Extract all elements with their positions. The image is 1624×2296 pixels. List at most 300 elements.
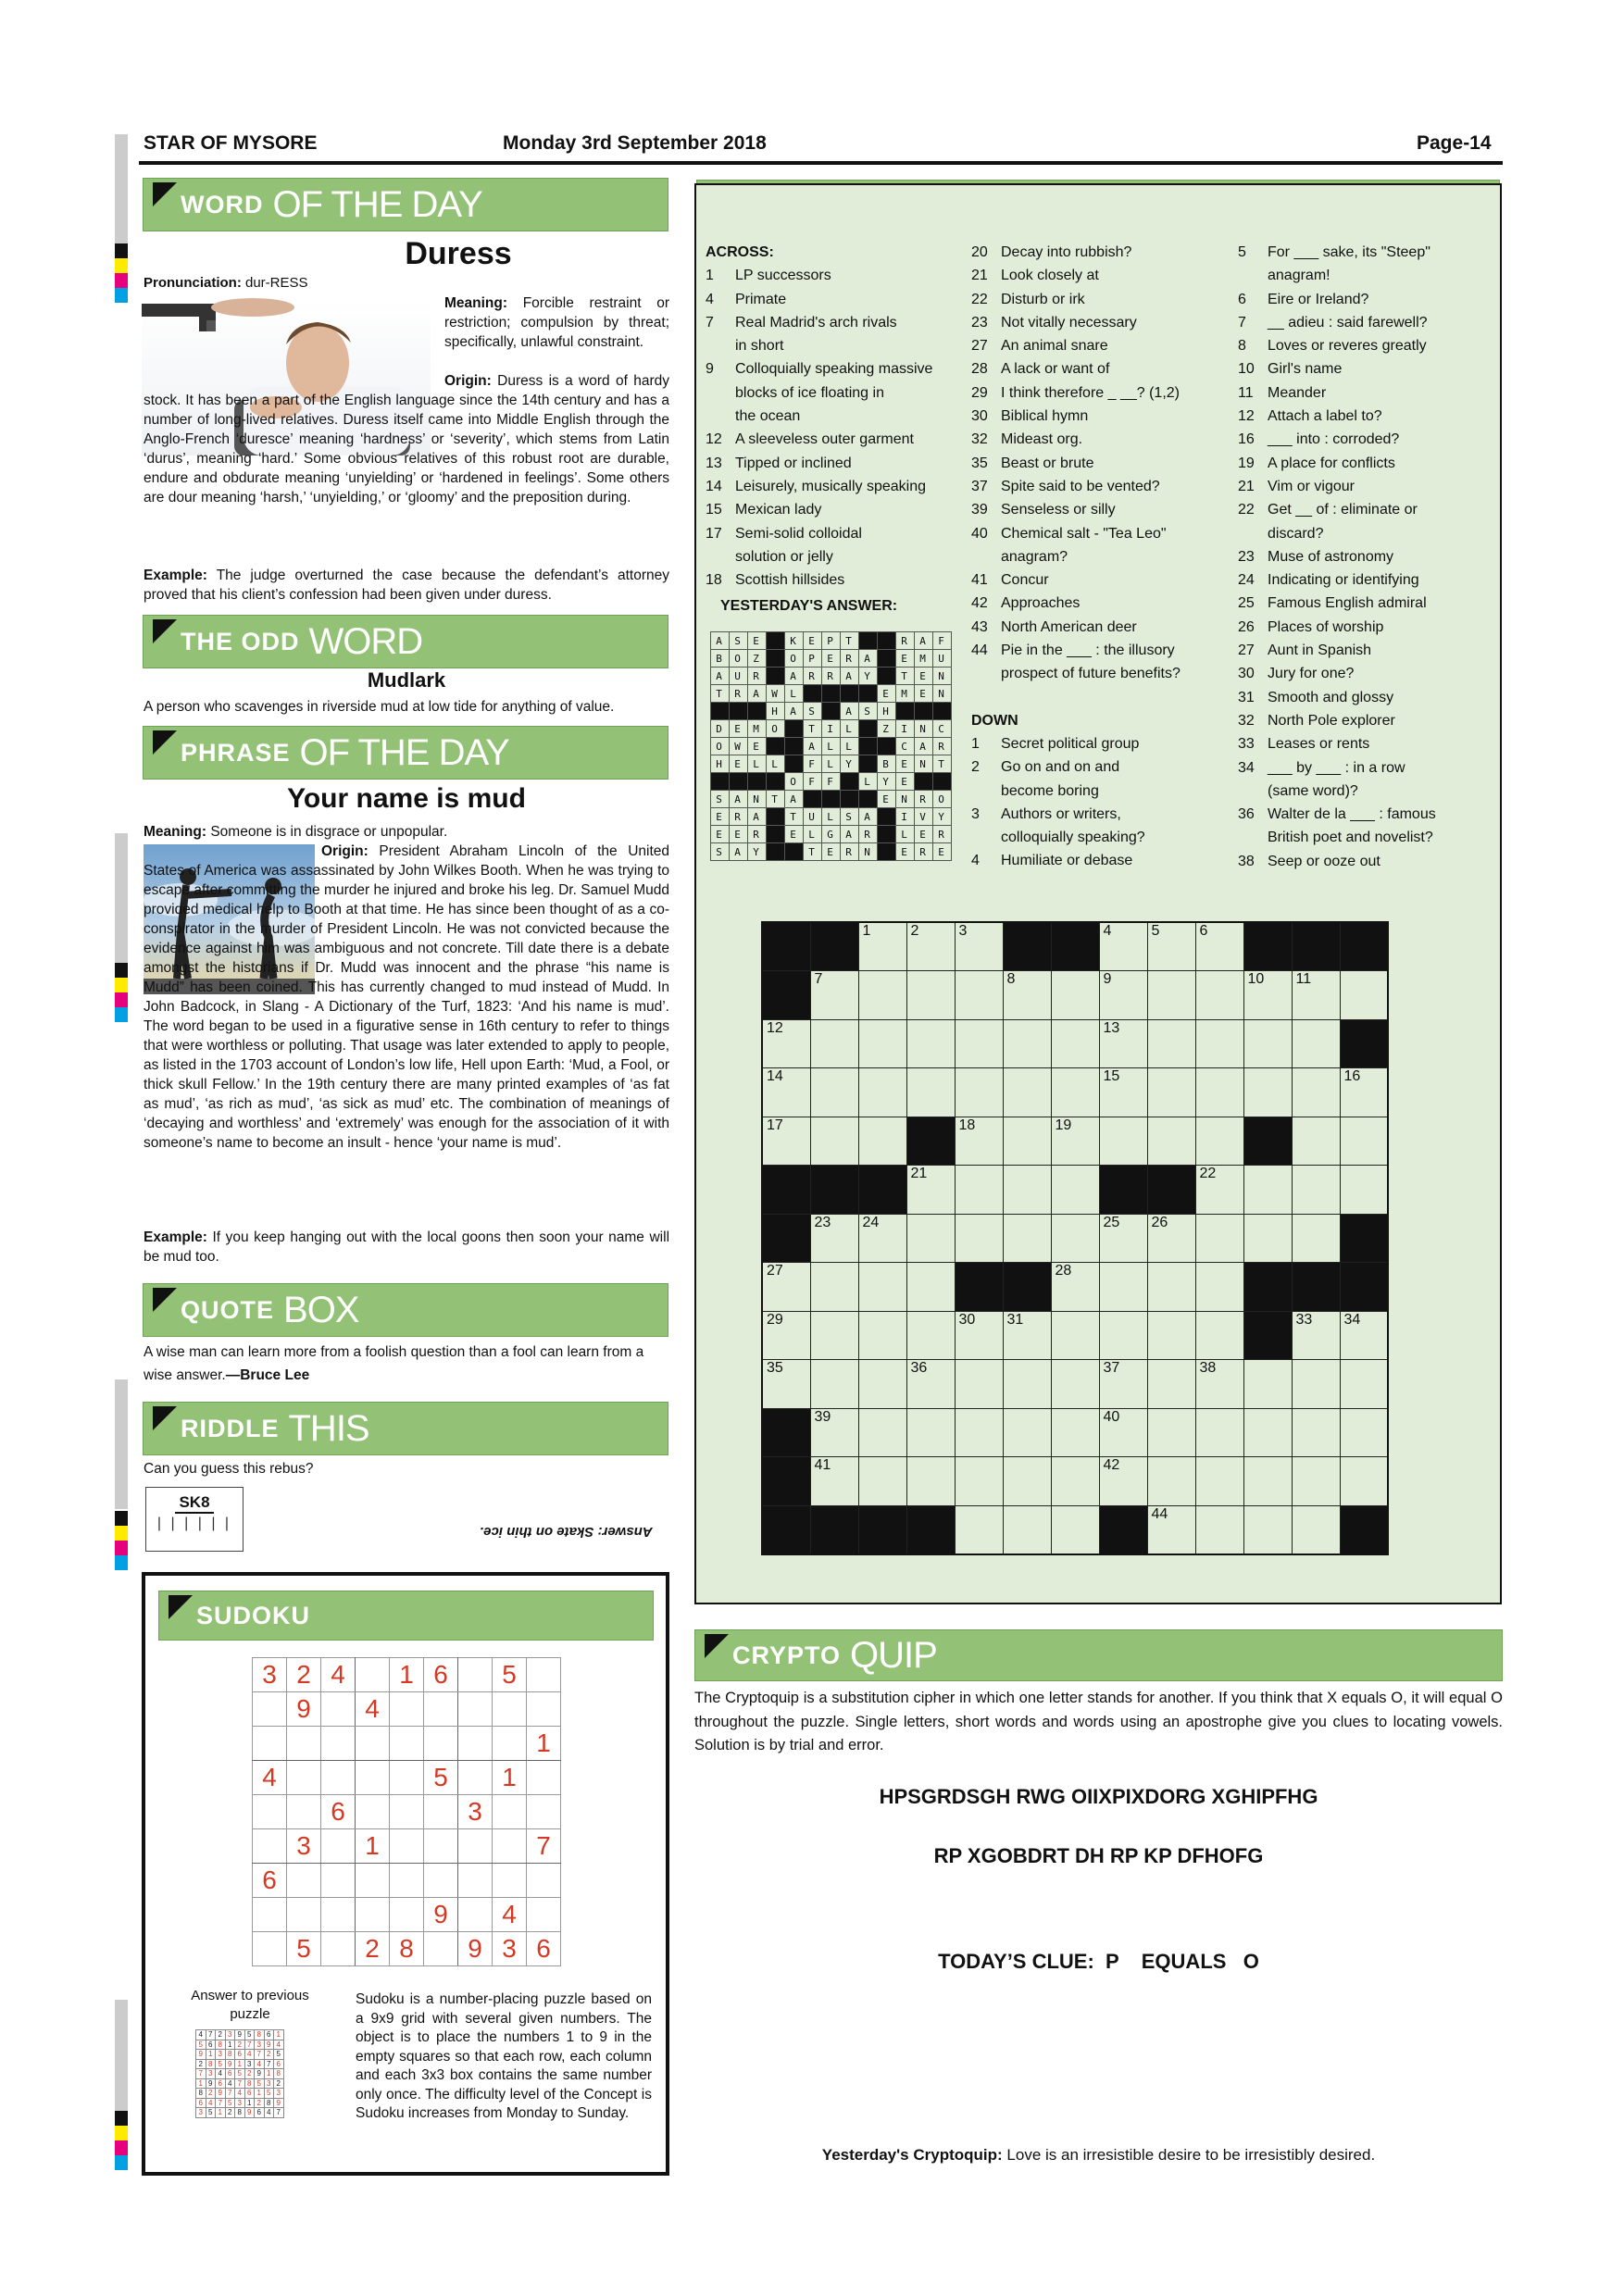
crossword-cell xyxy=(1099,1166,1147,1215)
crossword-cell[interactable] xyxy=(906,1068,955,1117)
answer-cell xyxy=(804,685,822,703)
crossword-cell[interactable] xyxy=(1003,1408,1051,1457)
crossword-cell[interactable] xyxy=(810,1068,858,1117)
crossword-cell[interactable] xyxy=(858,1360,906,1409)
answer-cell: G xyxy=(822,826,841,843)
crossword-cell[interactable] xyxy=(858,1117,906,1166)
crossword-cell[interactable]: 2 xyxy=(906,922,955,971)
crossword-cell[interactable] xyxy=(1051,1214,1099,1263)
clue: become boring xyxy=(1001,782,1099,799)
crossword-cell[interactable]: 41 xyxy=(810,1457,858,1506)
sudoku-cell[interactable]: 6 xyxy=(253,1864,287,1898)
sudoku-cell[interactable] xyxy=(356,1727,390,1761)
crossword-cell[interactable] xyxy=(1051,1457,1099,1506)
sudoku-cell[interactable]: 3 xyxy=(287,1829,321,1864)
crossword-cell[interactable]: 42 xyxy=(1099,1457,1147,1506)
clue: 29 I think therefore _ __? (1,2) xyxy=(971,384,1180,401)
sudoku-cell[interactable] xyxy=(253,1829,287,1864)
sudoku-cell[interactable] xyxy=(356,1761,390,1795)
crossword-cell[interactable]: 23 xyxy=(810,1214,858,1263)
sudoku-cell[interactable] xyxy=(390,1898,424,1932)
answer-cell xyxy=(822,791,841,808)
crossword-cell[interactable] xyxy=(1147,1408,1195,1457)
prev-sudoku-cell: 1 xyxy=(244,2098,255,2108)
prev-sudoku-cell: 2 xyxy=(274,2078,284,2089)
sudoku-cell[interactable] xyxy=(458,1898,493,1932)
crossword-cell[interactable] xyxy=(955,971,1003,1020)
crossword-cell[interactable] xyxy=(810,1117,858,1166)
crossword-cell[interactable] xyxy=(1195,1117,1243,1166)
prev-sudoku-cell: 6 xyxy=(255,2108,265,2118)
crossword-cell[interactable] xyxy=(906,1263,955,1312)
sudoku-cell[interactable] xyxy=(253,1795,287,1829)
answer-cell: F xyxy=(804,773,822,791)
answer-cell: R xyxy=(859,826,878,843)
crossword-cell[interactable] xyxy=(1051,1166,1099,1215)
answer-cell: T xyxy=(711,685,730,703)
crossword-cell[interactable]: 22 xyxy=(1195,1166,1243,1215)
sudoku-cell[interactable] xyxy=(424,1932,458,1966)
clue: 22 Disturb or irk xyxy=(971,291,1085,307)
crossword-cell[interactable] xyxy=(1003,1166,1051,1215)
sudoku-cell[interactable] xyxy=(458,1692,493,1727)
down-clues-col3 xyxy=(1238,241,1497,873)
crossword-cell[interactable] xyxy=(1003,1117,1051,1166)
crossword-cell[interactable] xyxy=(858,1068,906,1117)
sudoku-cell[interactable] xyxy=(253,1898,287,1932)
prev-sudoku-cell: 4 xyxy=(235,2089,245,2099)
sudoku-cell[interactable] xyxy=(390,1864,424,1898)
crossword-cell[interactable] xyxy=(1051,1360,1099,1409)
sudoku-cell[interactable] xyxy=(527,1761,561,1795)
clue: 12 A sleeveless outer garment xyxy=(706,431,914,448)
crossword-cell[interactable] xyxy=(858,971,906,1020)
crossword-cell[interactable] xyxy=(955,1408,1003,1457)
clue: 24 Indicating or identifying xyxy=(1238,572,1419,589)
crossword-cell[interactable] xyxy=(955,1166,1003,1215)
prev-sudoku-cell: 1 xyxy=(274,2030,284,2040)
crossword-cell[interactable] xyxy=(1195,1408,1243,1457)
crossword-cell xyxy=(1003,1263,1051,1312)
crossword-cell[interactable] xyxy=(858,1263,906,1312)
clue: 21 Vim or vigour xyxy=(1238,478,1355,494)
clue: 33 Leases or rents xyxy=(1238,736,1370,753)
riddle-answer: Answer: Skate on thin ice. xyxy=(480,1524,653,1540)
sudoku-cell[interactable] xyxy=(424,1829,458,1864)
crossword-cell[interactable] xyxy=(1243,1166,1292,1215)
crossword-cell[interactable] xyxy=(810,1019,858,1068)
crossword-cell[interactable] xyxy=(906,1311,955,1360)
crossword-cell[interactable] xyxy=(1195,971,1243,1020)
sudoku-cell[interactable]: 1 xyxy=(356,1829,390,1864)
crossword-cell[interactable] xyxy=(1292,1457,1340,1506)
crossword-cell[interactable]: 29 xyxy=(762,1311,810,1360)
crossword-cell[interactable] xyxy=(1147,1117,1195,1166)
sudoku-cell[interactable]: 5 xyxy=(493,1658,527,1692)
crossword-cell[interactable]: 27 xyxy=(762,1263,810,1312)
crossword-cell[interactable] xyxy=(858,1019,906,1068)
sudoku-cell[interactable] xyxy=(390,1829,424,1864)
answer-cell: H xyxy=(767,703,785,720)
crossword-cell[interactable] xyxy=(955,1068,1003,1117)
crossword-cell[interactable] xyxy=(1195,1457,1243,1506)
crossword-cell[interactable] xyxy=(955,1019,1003,1068)
crossword-cell[interactable]: 16 xyxy=(1340,1068,1388,1117)
sudoku-cell[interactable] xyxy=(356,1898,390,1932)
crossword-cell[interactable] xyxy=(1147,1019,1195,1068)
sudoku-cell[interactable]: 3 xyxy=(253,1658,287,1692)
sudoku-cell[interactable]: 1 xyxy=(527,1727,561,1761)
crossword-cell[interactable]: 6 xyxy=(1195,922,1243,971)
sudoku-cell[interactable] xyxy=(390,1761,424,1795)
crossword-cell[interactable] xyxy=(1292,1068,1340,1117)
answer-cell xyxy=(822,703,841,720)
answer-cell: T xyxy=(933,755,952,773)
crossword-cell[interactable] xyxy=(1195,1505,1243,1554)
crossword-cell[interactable] xyxy=(1243,1408,1292,1457)
sudoku-cell[interactable] xyxy=(527,1864,561,1898)
answer-cell: L xyxy=(767,755,785,773)
sudoku-grid xyxy=(252,1657,561,1966)
prev-sudoku-cell: 4 xyxy=(196,2030,206,2040)
answer-cell xyxy=(915,773,933,791)
clue: 37 Spite said to be vented? xyxy=(971,478,1160,494)
sudoku-cell[interactable] xyxy=(527,1658,561,1692)
sudoku-cell[interactable]: 4 xyxy=(253,1761,287,1795)
crossword-cell[interactable] xyxy=(1147,1360,1195,1409)
crossword-cell[interactable] xyxy=(1051,971,1099,1020)
crossword-cell[interactable] xyxy=(1292,1408,1340,1457)
sudoku-cell[interactable]: 4 xyxy=(493,1898,527,1932)
sudoku-cell[interactable] xyxy=(458,1864,493,1898)
crossword-cell[interactable] xyxy=(906,1019,955,1068)
sudoku-cell[interactable] xyxy=(527,1898,561,1932)
crossword-cell[interactable] xyxy=(906,1457,955,1506)
crossword-cell[interactable]: 19 xyxy=(1051,1117,1099,1166)
answer-cell: T xyxy=(896,668,915,685)
sudoku-cell[interactable] xyxy=(493,1692,527,1727)
crossword-cell[interactable] xyxy=(1292,1360,1340,1409)
crossword-cell[interactable]: 1 xyxy=(858,922,906,971)
crossword-cell[interactable]: 21 xyxy=(906,1166,955,1215)
sudoku-cell[interactable]: 9 xyxy=(424,1898,458,1932)
sudoku-cell[interactable] xyxy=(321,1761,356,1795)
sudoku-cell[interactable] xyxy=(356,1864,390,1898)
crossword-cell[interactable] xyxy=(1243,1457,1292,1506)
sudoku-cell[interactable] xyxy=(458,1761,493,1795)
prev-sudoku-cell: 6 xyxy=(206,2040,216,2050)
sudoku-cell[interactable] xyxy=(321,1829,356,1864)
crossword-cell[interactable]: 8 xyxy=(1003,971,1051,1020)
sudoku-cell[interactable] xyxy=(287,1761,321,1795)
prev-sudoku-cell: 2 xyxy=(235,2040,245,2050)
crossword-cell[interactable] xyxy=(1147,1311,1195,1360)
clue: 9 Colloquially speaking massive xyxy=(706,361,933,378)
crossword-cell[interactable]: 25 xyxy=(1099,1214,1147,1263)
answer-cell: S xyxy=(841,808,859,826)
answer-cell xyxy=(841,791,859,808)
answer-cell: M xyxy=(748,720,767,738)
clue: 1 LP successors xyxy=(706,268,831,284)
sudoku-cell[interactable]: 5 xyxy=(287,1932,321,1966)
crossword-cell[interactable] xyxy=(1051,1311,1099,1360)
crossword-cell xyxy=(810,922,858,971)
crossword-cell[interactable] xyxy=(1243,1019,1292,1068)
clue: 4 Humiliate or debase xyxy=(971,853,1133,869)
sudoku-cell[interactable] xyxy=(493,1829,527,1864)
sudoku-cell[interactable] xyxy=(321,1864,356,1898)
sudoku-cell[interactable] xyxy=(253,1692,287,1727)
answer-cell: I xyxy=(822,720,841,738)
sudoku-cell[interactable] xyxy=(356,1658,390,1692)
sudoku-cell[interactable]: 6 xyxy=(424,1658,458,1692)
crossword-cell[interactable] xyxy=(955,1214,1003,1263)
crossword-cell[interactable] xyxy=(1243,1214,1292,1263)
crossword-cell[interactable] xyxy=(1243,1068,1292,1117)
crossword-cell[interactable] xyxy=(1003,1457,1051,1506)
sudoku-cell[interactable] xyxy=(321,1692,356,1727)
crossword-cell[interactable] xyxy=(906,1214,955,1263)
prev-sudoku-cell: 9 xyxy=(255,2069,265,2079)
crossword-cell[interactable]: 38 xyxy=(1195,1360,1243,1409)
sudoku-cell[interactable]: 9 xyxy=(458,1932,493,1966)
prev-sudoku-cell: 6 xyxy=(235,2050,245,2060)
crossword-cell[interactable]: 40 xyxy=(1099,1408,1147,1457)
prev-sudoku-cell: 4 xyxy=(216,2069,226,2079)
answer-cell: E xyxy=(915,668,933,685)
answer-cell: W xyxy=(730,738,748,755)
crossword-cell[interactable] xyxy=(1051,1019,1099,1068)
crossword-cell[interactable] xyxy=(858,1457,906,1506)
clue: 41 Concur xyxy=(971,572,1049,589)
answer-cell: P xyxy=(822,632,841,650)
crossword-cell[interactable] xyxy=(1195,1019,1243,1068)
crossword-cell[interactable] xyxy=(810,1311,858,1360)
sudoku-cell[interactable] xyxy=(253,1727,287,1761)
crossword-cell[interactable]: 13 xyxy=(1099,1019,1147,1068)
sudoku-cell[interactable] xyxy=(527,1795,561,1829)
crossword-cell[interactable]: 12 xyxy=(762,1019,810,1068)
clue: (same word)? xyxy=(1268,782,1358,799)
registration-bar xyxy=(115,2000,128,2111)
clue: 8 Loves or reveres greatly xyxy=(1238,338,1427,355)
crossword-cell[interactable] xyxy=(1003,1505,1051,1554)
crossword-cell[interactable] xyxy=(810,1263,858,1312)
sudoku-cell[interactable]: 1 xyxy=(493,1761,527,1795)
sudoku-cell[interactable]: 3 xyxy=(458,1795,493,1829)
crossword-cell[interactable] xyxy=(955,1505,1003,1554)
sudoku-cell[interactable] xyxy=(253,1932,287,1966)
sudoku-cell[interactable] xyxy=(321,1727,356,1761)
crossword-cell[interactable] xyxy=(1340,1166,1388,1215)
crossword-cell[interactable] xyxy=(1003,1068,1051,1117)
crossword-cell[interactable] xyxy=(1292,1505,1340,1554)
crossword-cell[interactable]: 7 xyxy=(810,971,858,1020)
crossword-cell[interactable] xyxy=(955,1360,1003,1409)
crossword-cell[interactable] xyxy=(1003,1360,1051,1409)
sudoku-cell[interactable] xyxy=(287,1864,321,1898)
sudoku-cell[interactable] xyxy=(527,1692,561,1727)
answer-cell: E xyxy=(730,720,748,738)
sudoku-cell[interactable] xyxy=(356,1795,390,1829)
crossword-cell[interactable]: 10 xyxy=(1243,971,1292,1020)
sudoku-cell[interactable]: 8 xyxy=(390,1932,424,1966)
crossword-cell[interactable]: 15 xyxy=(1099,1068,1147,1117)
sudoku-cell[interactable] xyxy=(424,1692,458,1727)
sudoku-cell[interactable] xyxy=(287,1795,321,1829)
crossword-cell[interactable] xyxy=(1292,1214,1340,1263)
crossword-cell[interactable] xyxy=(1340,1117,1388,1166)
answer-cell: B xyxy=(878,755,896,773)
clue: 16 ___ into : corroded? xyxy=(1238,431,1400,448)
clue: 18 Scottish hillsides xyxy=(706,572,845,589)
crossword-cell[interactable]: 31 xyxy=(1003,1311,1051,1360)
crossword-cell[interactable] xyxy=(858,1311,906,1360)
crossword-cell[interactable] xyxy=(1340,1360,1388,1409)
clue: 23 Not vitally necessary xyxy=(971,314,1137,331)
sudoku-cell[interactable] xyxy=(390,1692,424,1727)
crossword-cell[interactable] xyxy=(810,1360,858,1409)
sudoku-cell[interactable]: 6 xyxy=(527,1932,561,1966)
crossword-cell[interactable] xyxy=(858,1408,906,1457)
crossword-cell[interactable] xyxy=(1243,1505,1292,1554)
crossword-cell[interactable]: 33 xyxy=(1292,1311,1340,1360)
crossword-cell xyxy=(762,971,810,1020)
sudoku-cell[interactable]: 2 xyxy=(356,1932,390,1966)
answer-cell: Z xyxy=(748,650,767,668)
crossword-cell[interactable] xyxy=(955,1457,1003,1506)
crossword-cell[interactable]: 11 xyxy=(1292,971,1340,1020)
crossword-cell[interactable] xyxy=(1195,1214,1243,1263)
prev-sudoku-cell: 2 xyxy=(255,2098,265,2108)
crossword-cell[interactable] xyxy=(906,1408,955,1457)
word-of-day-origin: Origin: Duress is a word of hardy stock. It has been a part of the English language since the 14th century and has a number of long-lived relatives. Duress itself came into Middle English through the Anglo-French ‘duresce’ meaning ‘hardness’ or ‘severity’, which stems from Latin ‘durus’, meaning ‘hard.’ Some obvious relatives of this robust root are durable, endure and obdurate meaning ‘unyielding’ or ‘hardened in feelings’. Some others are dour meaning ‘harsh,’ ‘unyielding,’ or ‘gloomy’ and the preposition during. xyxy=(144,373,669,505)
sudoku-cell[interactable]: 7 xyxy=(527,1829,561,1864)
crossword-cell[interactable]: 26 xyxy=(1147,1214,1195,1263)
cryptoquip-yesterday: Yesterday's Cryptoquip: Love is an irresistible desire to be irresistibly desired. xyxy=(821,2146,1376,2164)
crossword-cell[interactable] xyxy=(1099,1263,1147,1312)
crossword-cell[interactable] xyxy=(1340,1408,1388,1457)
sudoku-cell[interactable] xyxy=(390,1727,424,1761)
crossword-cell[interactable]: 4 xyxy=(1099,922,1147,971)
sudoku-cell[interactable] xyxy=(287,1727,321,1761)
answer-cell xyxy=(767,808,785,826)
sudoku-cell[interactable]: 1 xyxy=(390,1658,424,1692)
sudoku-cell[interactable] xyxy=(458,1829,493,1864)
crossword-cell[interactable] xyxy=(1003,1214,1051,1263)
crossword-cell[interactable]: 35 xyxy=(762,1360,810,1409)
sudoku-cell[interactable] xyxy=(424,1864,458,1898)
answer-cell xyxy=(767,650,785,668)
sudoku-cell[interactable] xyxy=(390,1795,424,1829)
crossword-cell[interactable]: 9 xyxy=(1099,971,1147,1020)
crossword-cell[interactable]: 34 xyxy=(1340,1311,1388,1360)
crossword-cell[interactable]: 30 xyxy=(955,1311,1003,1360)
paper-name: STAR OF MYSORE xyxy=(144,132,318,154)
answer-cell: C xyxy=(933,720,952,738)
crossword-cell[interactable]: 44 xyxy=(1147,1505,1195,1554)
crossword-cell[interactable] xyxy=(1051,1068,1099,1117)
crossword-cell[interactable]: 28 xyxy=(1051,1263,1099,1312)
sudoku-cell[interactable] xyxy=(424,1727,458,1761)
prev-sudoku-cell: 7 xyxy=(216,2098,226,2108)
crossword-cell[interactable] xyxy=(1147,1263,1195,1312)
sudoku-cell[interactable] xyxy=(493,1795,527,1829)
clue: 12 Attach a label to? xyxy=(1238,408,1382,425)
crossword-cell[interactable] xyxy=(1292,1166,1340,1215)
crossword-cell[interactable]: 24 xyxy=(858,1214,906,1263)
crossword-cell[interactable] xyxy=(1340,971,1388,1020)
crossword-cell xyxy=(906,1117,955,1166)
sudoku-cell[interactable] xyxy=(424,1795,458,1829)
sudoku-cell[interactable]: 9 xyxy=(287,1692,321,1727)
clue: prospect of future benefits? xyxy=(1001,666,1181,682)
prev-sudoku-cell: 6 xyxy=(225,2069,235,2079)
crossword-cell[interactable] xyxy=(1292,1117,1340,1166)
crossword-cell[interactable]: 18 xyxy=(955,1117,1003,1166)
crossword-cell[interactable] xyxy=(1292,1019,1340,1068)
sudoku-cell[interactable] xyxy=(493,1727,527,1761)
sudoku-cell[interactable]: 4 xyxy=(356,1692,390,1727)
crossword-cell xyxy=(810,1166,858,1215)
crossword-cell[interactable]: 36 xyxy=(906,1360,955,1409)
crossword-cell[interactable] xyxy=(1051,1408,1099,1457)
crossword-cell xyxy=(1243,1117,1292,1166)
sudoku-cell[interactable] xyxy=(493,1864,527,1898)
sudoku-cell[interactable]: 4 xyxy=(321,1658,356,1692)
sudoku-cell[interactable]: 6 xyxy=(321,1795,356,1829)
crossword-cell[interactable]: 39 xyxy=(810,1408,858,1457)
sudoku-cell[interactable] xyxy=(458,1727,493,1761)
crossword-cell[interactable] xyxy=(1099,1311,1147,1360)
clue: solution or jelly xyxy=(735,548,833,565)
crossword-cell[interactable] xyxy=(1147,1068,1195,1117)
crossword-cell[interactable] xyxy=(1003,1019,1051,1068)
crossword-cell[interactable] xyxy=(1195,1068,1243,1117)
sudoku-cell[interactable] xyxy=(287,1898,321,1932)
crossword-cell xyxy=(1051,922,1099,971)
crossword-cell[interactable]: 14 xyxy=(762,1068,810,1117)
answer-cell: A xyxy=(915,632,933,650)
clue: 1 Secret political group xyxy=(971,735,1140,752)
crossword-cell xyxy=(1340,1263,1388,1312)
crossword-cell[interactable] xyxy=(1147,971,1195,1020)
prev-sudoku-cell: 7 xyxy=(274,2108,284,2118)
sudoku-cell[interactable]: 2 xyxy=(287,1658,321,1692)
prev-sudoku-cell: 5 xyxy=(206,2108,216,2118)
sudoku-cell[interactable] xyxy=(321,1898,356,1932)
crossword-cell[interactable]: 37 xyxy=(1099,1360,1147,1409)
sudoku-cell[interactable] xyxy=(321,1932,356,1966)
sudoku-cell[interactable] xyxy=(458,1658,493,1692)
crossword-cell[interactable] xyxy=(1147,1457,1195,1506)
sudoku-cell[interactable]: 3 xyxy=(493,1932,527,1966)
crossword-cell[interactable]: 17 xyxy=(762,1117,810,1166)
crossword-cell[interactable] xyxy=(1243,1360,1292,1409)
crossword-cell[interactable] xyxy=(1051,1505,1099,1554)
clue: blocks of ice floating in xyxy=(735,384,884,401)
crossword-cell[interactable] xyxy=(1195,1311,1243,1360)
crossword-cell[interactable] xyxy=(906,971,955,1020)
crossword-cell[interactable]: 5 xyxy=(1147,922,1195,971)
answer-cell: R xyxy=(822,668,841,685)
crossword-cell[interactable] xyxy=(1099,1117,1147,1166)
crossword-cell[interactable] xyxy=(1195,1263,1243,1312)
crossword-cell[interactable]: 3 xyxy=(955,922,1003,971)
prev-sudoku-cell: 9 xyxy=(216,2089,226,2099)
crossword-cell[interactable] xyxy=(1340,1457,1388,1506)
sudoku-cell[interactable]: 5 xyxy=(424,1761,458,1795)
